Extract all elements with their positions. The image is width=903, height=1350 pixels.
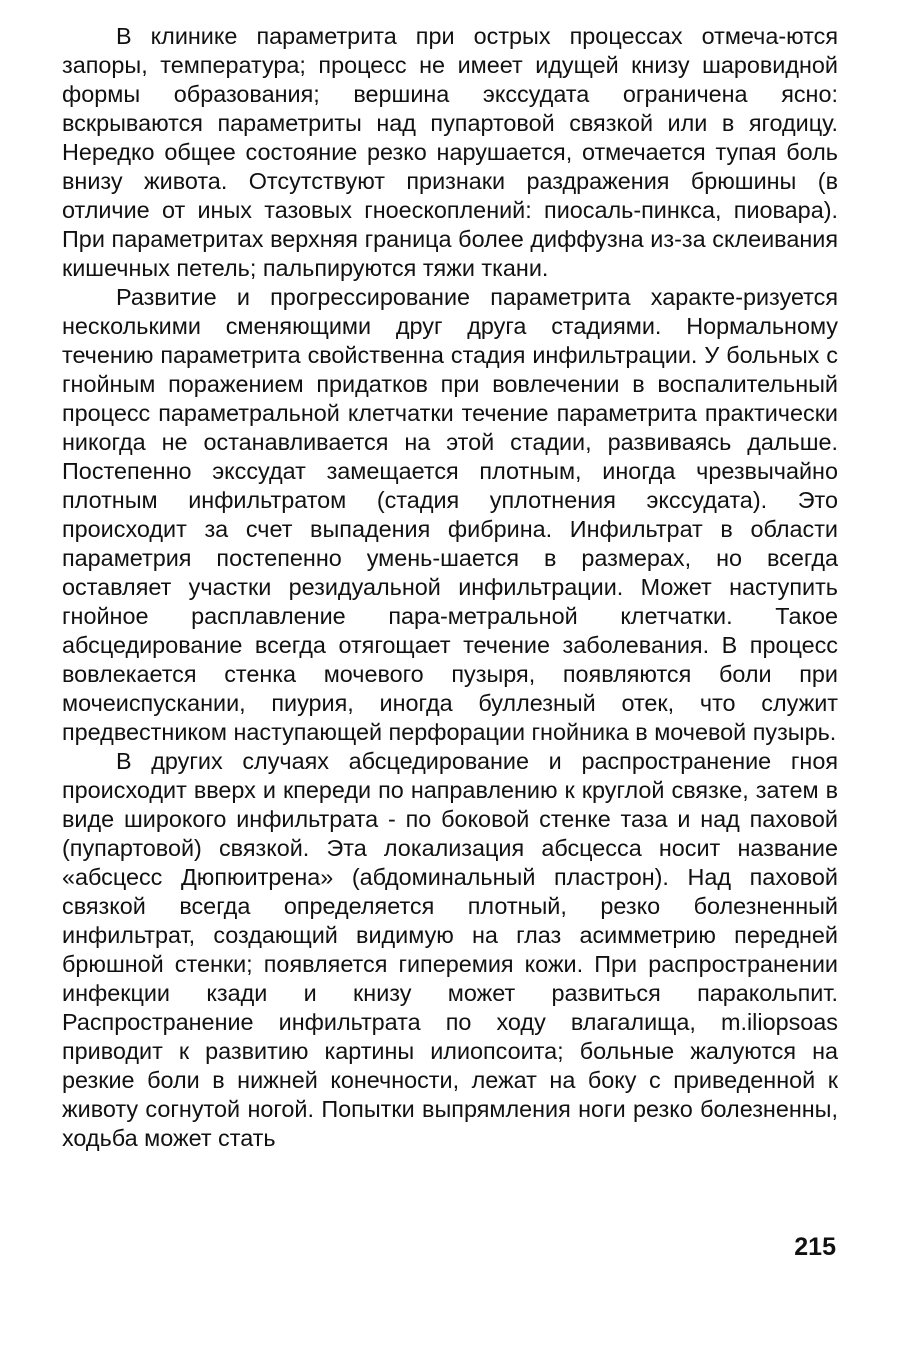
paragraph-2: Развитие и прогрессирование параметрита характе-ризуется несколькими сменяющими друг друга стадиями. Нормальному течению параметрита свойственна стадия инфильтрации. У больных с гнойным поражением придатков при вовлечении в воспалительный процесс параметральной клетчатки течение параметрита практически никогда не останавливается на этой стадии, развиваясь дальше. Постепенно экссудат замещается плотным, иногда чрезвычайно плотным инфильтратом (стадия уплотнения экссудата). Это происходит за счет выпадения фибрина. Инфильтрат в области параметрия постепенно умень-шается в размерах, но всегда оставляет участки резидуальной инфильтрации. Может наступить гнойное расплавление пара-метральной клетчатки. Такое абсцедирование всегда отягощает течение заболевания. В процесс вовлекается стенка мочевого пузыря, появляются боли при мочеиспускании, пиурия, иногда буллезный отек, что служит предвестником наступающей перфорации гнойника в мочевой пузырь. xyxy=(62,284,838,745)
page-body xyxy=(62,22,838,1153)
page-number: 215 xyxy=(794,1233,836,1261)
paragraph-3: В других случаях абсцедирование и распространение гноя происходит вверх и кпереди по направлению к круглой связке, затем в виде широкого инфильтрата - по боковой стенке таза и над паховой (пупартовой) связкой. Эта локализация абсцесса носит название «абсцесс Дюпюитрена» (абдоминальный пластрон). Над паховой связкой всегда определяется плотный, резко болезненный инфильтрат, создающий видимую на глаз асимметрию передней брюшной стенки; появляется гиперемия кожи. При распространении инфекции кзади и книзу может развиться паракольпит. Распространение инфильтрата по ходу влагалища, m.iliopsoas приводит к развитию картины илиопсоита; больные жалуются на резкие боли в нижней конечности, лежат на боку с приведенной к животу согнутой ногой. Попытки выпрямления ноги резко болезненны, ходьба может стать xyxy=(62,748,838,1151)
paragraph-1: В клинике параметрита при острых процессах отмеча-ются запоры, температура; процесс не имеет идущей книзу шаровидной формы образования; вершина экссудата ограничена ясно: вскрываются параметриты над пупартовой связкой или в ягодицу. Нередко общее состояние резко нарушается, отмечается тупая боль внизу живота. Отсутствуют признаки раздражения брюшины (в отличие от иных тазовых гноескоплений: пиосаль-пинкса, пиовара). При параметритах верхняя граница более диффузна из-за склеивания кишечных петель; пальпируются тяжи ткани. xyxy=(62,23,838,281)
